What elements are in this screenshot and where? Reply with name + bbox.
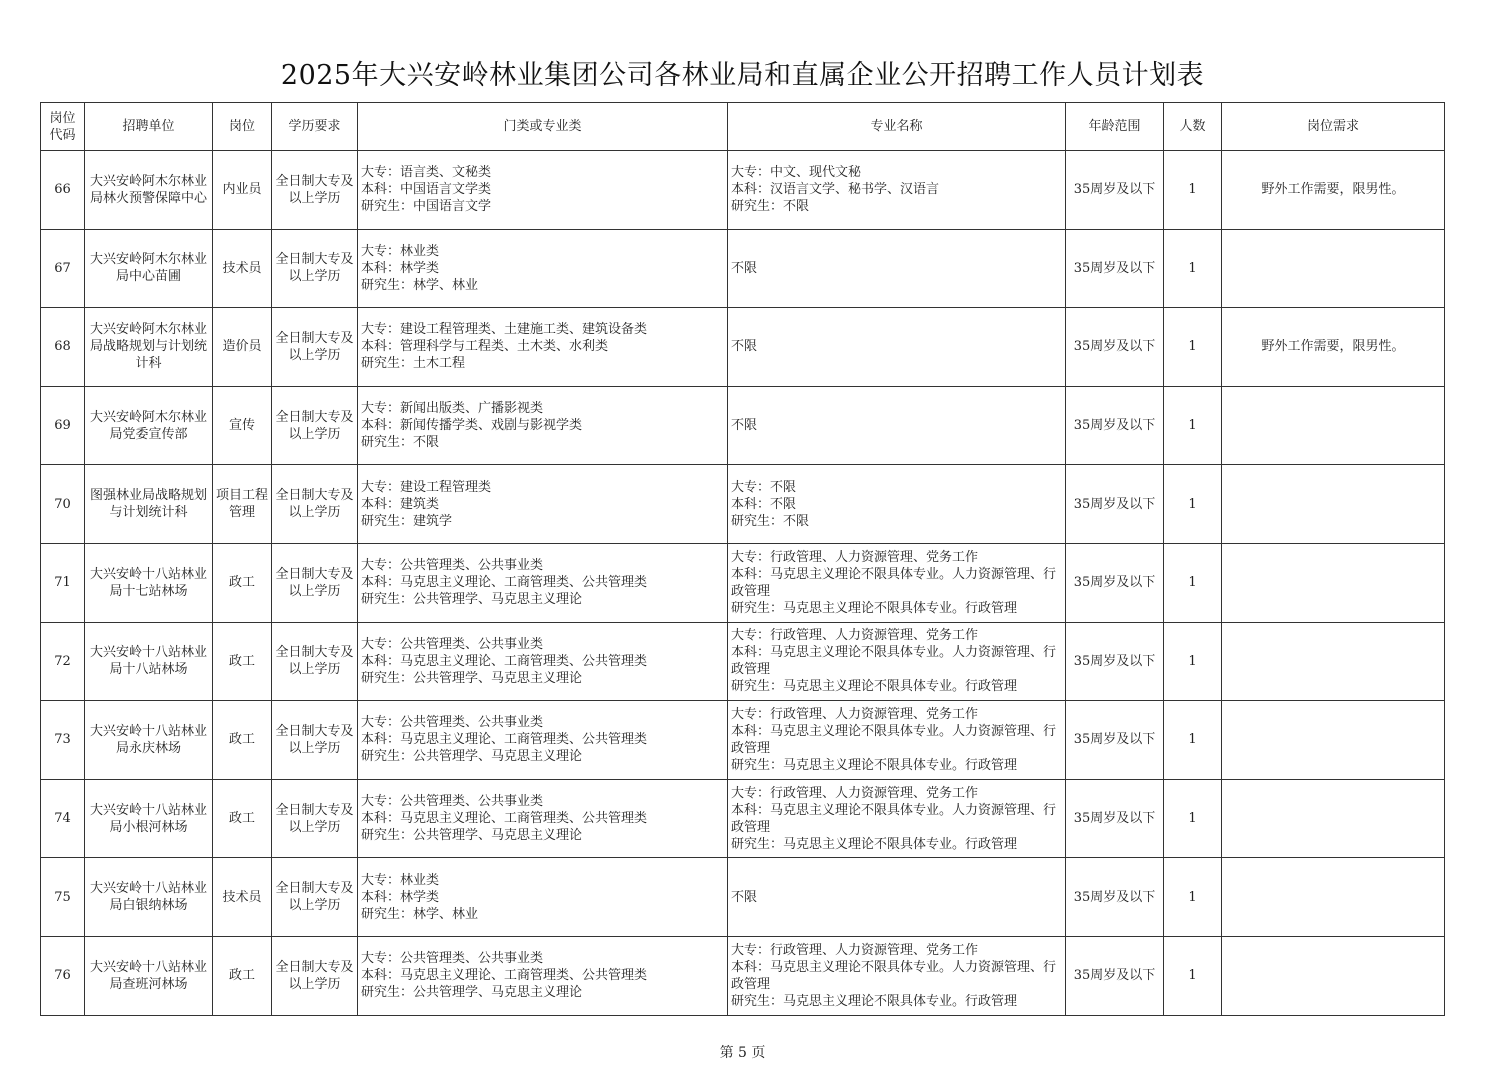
position-code: 71 xyxy=(41,543,85,622)
table-row xyxy=(41,936,1445,1015)
age-range: 35周岁及以下 xyxy=(1066,308,1164,387)
headcount: 1 xyxy=(1164,701,1222,780)
position-requirement xyxy=(1222,543,1445,622)
category-list xyxy=(358,229,728,308)
age-range: 35周岁及以下 xyxy=(1066,543,1164,622)
major-list-line: 本科：马克思主义理论不限具体专业。人力资源管理、行政管理 xyxy=(731,802,1057,835)
position-code: 74 xyxy=(41,779,85,858)
category-list-line: 本科：新闻传播学类、戏剧与影视学类 xyxy=(361,418,583,434)
category-list-line: 大专：公共管理类、公共事业类 xyxy=(361,558,544,574)
major-list-line: 大专：行政管理、人力资源管理、党务工作 xyxy=(731,706,979,722)
recruiting-unit: 大兴安岭十八站林业局白银纳林场 xyxy=(85,858,213,937)
major-list xyxy=(728,701,1066,780)
position-code: 67 xyxy=(41,229,85,308)
major-list xyxy=(728,151,1066,230)
category-list-line: 大专：林业类 xyxy=(361,243,440,259)
table-body xyxy=(41,151,1445,1016)
education-requirement: 全日制大专及以上学历 xyxy=(272,701,358,780)
header-requirement: 岗位需求 xyxy=(1222,103,1445,151)
table-row xyxy=(41,858,1445,937)
major-list-line: 大专：行政管理、人力资源管理、党务工作 xyxy=(731,549,979,565)
position-requirement: 野外工作需要，限男性。 xyxy=(1222,308,1445,387)
page-number: 第 5 页 xyxy=(719,1045,766,1061)
recruiting-unit: 大兴安岭阿木尔林业局中心苗圃 xyxy=(85,229,213,308)
position-name: 技术员 xyxy=(213,229,272,308)
education-requirement: 全日制大专及以上学历 xyxy=(272,465,358,544)
category-list xyxy=(358,151,728,230)
age-range: 35周岁及以下 xyxy=(1066,151,1164,230)
age-range: 35周岁及以下 xyxy=(1066,386,1164,465)
category-list-line: 研究生：公共管理学、马克思主义理论 xyxy=(361,985,583,1001)
category-list xyxy=(358,622,728,701)
major-list xyxy=(728,308,1066,387)
category-list xyxy=(358,308,728,387)
education-requirement: 全日制大专及以上学历 xyxy=(272,229,358,308)
major-list-line: 本科：马克思主义理论不限具体专业。人力资源管理、行政管理 xyxy=(731,566,1057,599)
category-list-line: 研究生：建筑学 xyxy=(361,513,453,529)
category-list-line: 研究生：公共管理学、马克思主义理论 xyxy=(361,670,583,686)
category-list-line: 大专：公共管理类、公共事业类 xyxy=(361,794,544,810)
category-list-line: 本科：管理科学与工程类、土木类、水利类 xyxy=(361,339,609,355)
major-list-line: 不限 xyxy=(731,889,758,905)
education-requirement: 全日制大专及以上学历 xyxy=(272,386,358,465)
table-row xyxy=(41,701,1445,780)
position-name: 政工 xyxy=(213,779,272,858)
category-list-line: 研究生：不限 xyxy=(361,435,440,451)
position-requirement xyxy=(1222,465,1445,544)
category-list-line: 研究生：公共管理学、马克思主义理论 xyxy=(361,592,583,608)
table-row xyxy=(41,229,1445,308)
category-list xyxy=(358,779,728,858)
age-range: 35周岁及以下 xyxy=(1066,229,1164,308)
major-list-line: 研究生：不限 xyxy=(731,513,810,529)
category-list-line: 大专：语言类、文秘类 xyxy=(361,165,492,181)
header-count: 人数 xyxy=(1164,103,1222,151)
major-list-line: 不限 xyxy=(731,339,758,355)
education-requirement: 全日制大专及以上学历 xyxy=(272,936,358,1015)
headcount: 1 xyxy=(1164,543,1222,622)
position-name: 内业员 xyxy=(213,151,272,230)
age-range: 35周岁及以下 xyxy=(1066,779,1164,858)
major-list-line: 本科：马克思主义理论不限具体专业。人力资源管理、行政管理 xyxy=(731,723,1057,756)
category-list-line: 研究生：林学、林业 xyxy=(361,906,479,922)
table-row xyxy=(41,308,1445,387)
education-requirement: 全日制大专及以上学历 xyxy=(272,308,358,387)
age-range: 35周岁及以下 xyxy=(1066,858,1164,937)
education-requirement: 全日制大专及以上学历 xyxy=(272,858,358,937)
category-list-line: 大专：新闻出版类、广播影视类 xyxy=(361,401,544,417)
table-row xyxy=(41,622,1445,701)
header-education: 学历要求 xyxy=(272,103,358,151)
category-list xyxy=(358,701,728,780)
category-list-line: 本科：建筑类 xyxy=(361,496,440,512)
category-list xyxy=(358,543,728,622)
major-list xyxy=(728,622,1066,701)
major-list xyxy=(728,858,1066,937)
position-requirement xyxy=(1222,936,1445,1015)
education-requirement: 全日制大专及以上学历 xyxy=(272,779,358,858)
position-requirement: 野外工作需要，限男性。 xyxy=(1222,151,1445,230)
category-list-line: 本科：中国语言文学类 xyxy=(361,182,492,198)
headcount: 1 xyxy=(1164,465,1222,544)
category-list-line: 研究生：中国语言文学 xyxy=(361,199,492,215)
header-age: 年龄范围 xyxy=(1066,103,1164,151)
headcount: 1 xyxy=(1164,936,1222,1015)
major-list-line: 不限 xyxy=(731,418,758,434)
position-code: 72 xyxy=(41,622,85,701)
position-name: 政工 xyxy=(213,622,272,701)
page-title: 2025年大兴安岭林业集团公司各林业局和直属企业公开招聘工作人员计划表 xyxy=(280,60,1205,91)
table-row xyxy=(41,543,1445,622)
category-list-line: 大专：公共管理类、公共事业类 xyxy=(361,951,544,967)
category-list-line: 本科：马克思主义理论、工商管理类、公共管理类 xyxy=(361,732,648,748)
headcount: 1 xyxy=(1164,779,1222,858)
position-code: 68 xyxy=(41,308,85,387)
position-requirement xyxy=(1222,858,1445,937)
header-category: 门类或专业类 xyxy=(358,103,728,151)
major-list-line: 本科：马克思主义理论不限具体专业。人力资源管理、行政管理 xyxy=(731,645,1057,678)
major-list-line: 研究生：马克思主义理论不限具体专业。行政管理 xyxy=(731,993,1018,1009)
header-code-line1: 岗位 xyxy=(49,110,76,126)
category-list-line: 研究生：公共管理学、马克思主义理论 xyxy=(361,828,583,844)
position-name: 技术员 xyxy=(213,858,272,937)
major-list-line: 本科：汉语言文学、秘书学、汉语言 xyxy=(731,182,940,198)
education-requirement: 全日制大专及以上学历 xyxy=(272,622,358,701)
major-list-line: 大专：不限 xyxy=(731,479,797,495)
category-list-line: 大专：公共管理类、公共事业类 xyxy=(361,715,544,731)
recruiting-unit: 大兴安岭阿木尔林业局党委宣传部 xyxy=(85,386,213,465)
header-major: 专业名称 xyxy=(728,103,1066,151)
major-list-line: 研究生：马克思主义理论不限具体专业。行政管理 xyxy=(731,836,1018,852)
category-list-line: 研究生：林学、林业 xyxy=(361,277,479,293)
position-name: 政工 xyxy=(213,936,272,1015)
major-list xyxy=(728,936,1066,1015)
category-list-line: 大专：林业类 xyxy=(361,872,440,888)
major-list-line: 大专：行政管理、人力资源管理、党务工作 xyxy=(731,942,979,958)
major-list xyxy=(728,386,1066,465)
category-list xyxy=(358,858,728,937)
major-list-line: 研究生：不限 xyxy=(731,199,810,215)
category-list-line: 本科：马克思主义理论、工商管理类、公共管理类 xyxy=(361,653,648,669)
recruiting-unit: 大兴安岭十八站林业局永庆林场 xyxy=(85,701,213,780)
category-list-line: 本科：林学类 xyxy=(361,260,440,276)
category-list-line: 本科：马克思主义理论、工商管理类、公共管理类 xyxy=(361,968,648,984)
recruiting-unit: 图强林业局战略规划与计划统计科 xyxy=(85,465,213,544)
headcount: 1 xyxy=(1164,151,1222,230)
recruiting-unit: 大兴安岭十八站林业局查班河林场 xyxy=(85,936,213,1015)
recruiting-unit: 大兴安岭十八站林业局十七站林场 xyxy=(85,543,213,622)
category-list-line: 大专：建设工程管理类 xyxy=(361,479,492,495)
position-requirement xyxy=(1222,622,1445,701)
recruiting-unit: 大兴安岭十八站林业局小根河林场 xyxy=(85,779,213,858)
position-requirement xyxy=(1222,386,1445,465)
category-list xyxy=(358,386,728,465)
table-header-row xyxy=(41,103,1445,151)
education-requirement: 全日制大专及以上学历 xyxy=(272,151,358,230)
education-requirement: 全日制大专及以上学历 xyxy=(272,543,358,622)
recruiting-unit: 大兴安岭十八站林业局十八站林场 xyxy=(85,622,213,701)
header-code-line2: 代码 xyxy=(49,127,76,143)
category-list-line: 本科：马克思主义理论、工商管理类、公共管理类 xyxy=(361,811,648,827)
headcount: 1 xyxy=(1164,229,1222,308)
header-post: 岗位 xyxy=(213,103,272,151)
major-list-line: 大专：行政管理、人力资源管理、党务工作 xyxy=(731,628,979,644)
position-code: 73 xyxy=(41,701,85,780)
position-requirement xyxy=(1222,701,1445,780)
major-list xyxy=(728,543,1066,622)
major-list-line: 大专：中文、现代文秘 xyxy=(731,165,862,181)
category-list-line: 研究生：公共管理学、马克思主义理论 xyxy=(361,749,583,765)
position-name: 造价员 xyxy=(213,308,272,387)
major-list xyxy=(728,465,1066,544)
position-name: 政工 xyxy=(213,701,272,780)
category-list-line: 本科：林学类 xyxy=(361,889,440,905)
major-list-line: 研究生：马克思主义理论不限具体专业。行政管理 xyxy=(731,600,1018,616)
recruiting-unit: 大兴安岭阿木尔林业局林火预警保障中心 xyxy=(85,151,213,230)
major-list-line: 不限 xyxy=(731,260,758,276)
headcount: 1 xyxy=(1164,386,1222,465)
age-range: 35周岁及以下 xyxy=(1066,465,1164,544)
major-list-line: 大专：行政管理、人力资源管理、党务工作 xyxy=(731,785,979,801)
table-row xyxy=(41,465,1445,544)
category-list-line: 研究生：土木工程 xyxy=(361,356,466,372)
position-code: 75 xyxy=(41,858,85,937)
position-code: 66 xyxy=(41,151,85,230)
category-list-line: 大专：建设工程管理类、土建施工类、建筑设备类 xyxy=(361,322,648,338)
major-list xyxy=(728,779,1066,858)
position-code: 76 xyxy=(41,936,85,1015)
category-list-line: 大专：公共管理类、公共事业类 xyxy=(361,636,544,652)
position-code: 70 xyxy=(41,465,85,544)
age-range: 35周岁及以下 xyxy=(1066,701,1164,780)
category-list-line: 本科：马克思主义理论、工商管理类、公共管理类 xyxy=(361,575,648,591)
major-list-line: 本科：不限 xyxy=(731,496,797,512)
category-list xyxy=(358,936,728,1015)
table-row xyxy=(41,151,1445,230)
age-range: 35周岁及以下 xyxy=(1066,622,1164,701)
table-row xyxy=(41,386,1445,465)
table-row xyxy=(41,779,1445,858)
position-name: 项目工程管理 xyxy=(213,465,272,544)
recruiting-unit: 大兴安岭阿木尔林业局战略规划与计划统计科 xyxy=(85,308,213,387)
header-code xyxy=(41,103,85,151)
headcount: 1 xyxy=(1164,622,1222,701)
headcount: 1 xyxy=(1164,308,1222,387)
major-list xyxy=(728,229,1066,308)
category-list xyxy=(358,465,728,544)
position-code: 69 xyxy=(41,386,85,465)
header-unit: 招聘单位 xyxy=(85,103,213,151)
position-name: 政工 xyxy=(213,543,272,622)
major-list-line: 研究生：马克思主义理论不限具体专业。行政管理 xyxy=(731,757,1018,773)
major-list-line: 本科：马克思主义理论不限具体专业。人力资源管理、行政管理 xyxy=(731,959,1057,992)
headcount: 1 xyxy=(1164,858,1222,937)
age-range: 35周岁及以下 xyxy=(1066,936,1164,1015)
position-requirement xyxy=(1222,229,1445,308)
position-requirement xyxy=(1222,779,1445,858)
major-list-line: 研究生：马克思主义理论不限具体专业。行政管理 xyxy=(731,679,1018,695)
position-name: 宣传 xyxy=(213,386,272,465)
recruitment-plan-table xyxy=(40,102,1445,1016)
